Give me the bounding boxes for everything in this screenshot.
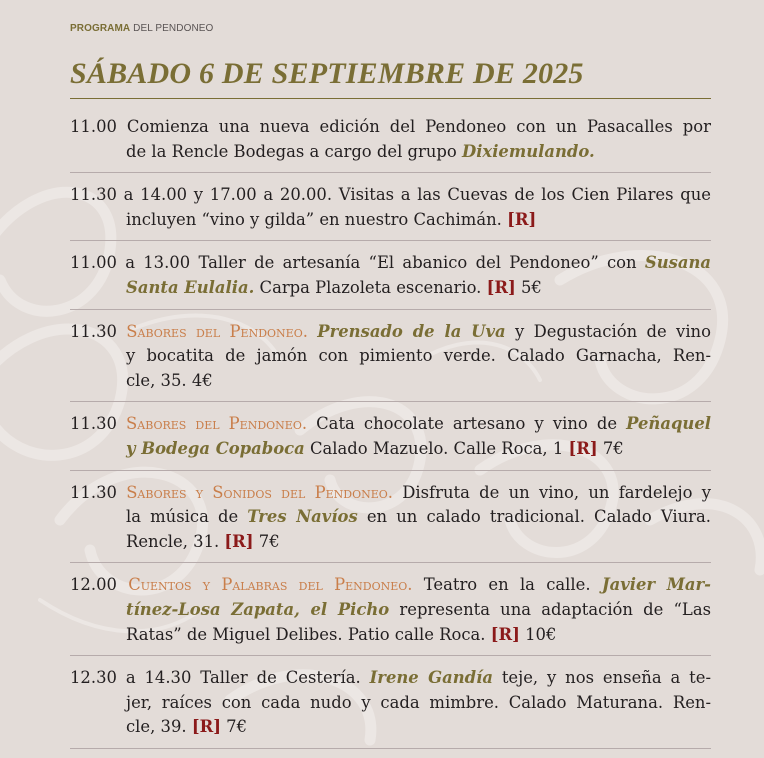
event-line [70,276,711,301]
header-rest: DEL PENDONEO [130,23,214,34]
event-line [70,140,711,165]
section-label: Sabores y Sonidos del Pendoneo. [126,482,393,502]
section-label: Sabores del Pendoneo. [126,321,308,341]
event-item [70,665,711,749]
event-line [70,530,711,555]
highlight-name: Tres Navíos [247,507,358,527]
event-line [70,666,711,691]
reservation-mark: [R] [490,624,520,644]
event-item [70,319,711,403]
event-line [70,691,711,716]
highlight-name: Peñaquel [626,414,711,434]
event-line [70,412,711,437]
event-text: en un calado tradicional. Calado Viura. [357,507,711,527]
event-line [70,115,711,140]
event-text: 11.30 a 14.00 y 17.00 a 20.00. Visitas a las Cuevas de los Cien Pilares que [70,185,711,205]
highlight-name: Javier Mar- [601,575,711,595]
event-item [70,182,711,241]
event-text: y bocatita de jamón con pimiento verde. Calado Garnacha, Ren- [126,346,711,366]
highlight-name: Dixiemulando. [461,141,595,161]
reservation-mark: [R] [486,277,516,297]
section-label: Sabores del Pendoneo. [126,414,308,434]
event-text: representa una adaptación de “Las [389,599,711,619]
reservation-mark: [R] [507,209,537,229]
event-list [70,114,711,758]
event-text: y Degustación de vino [505,321,711,341]
event-line [70,505,711,530]
event-line [70,251,711,276]
page-title: SÁBADO 6 DE SEPTIEMBRE DE 2025 [70,57,584,90]
event-text: 12.30 a 14.30 Taller de Cestería. [70,668,370,688]
event-text: 5€ [515,277,542,297]
event-text: de la Rencle Bodegas a cargo del grupo [126,141,462,161]
event-line [70,437,711,462]
event-text: Carpa Plazoleta escenario. [254,277,487,297]
highlight-name: Susana [644,253,711,273]
event-text [308,322,317,341]
event-text: Rencle, 31. [126,531,225,551]
event-text: la música de [126,507,248,527]
event-text: 10€ [519,624,557,644]
event-text: cle, 39. [126,717,192,737]
event-item [70,250,711,309]
event-text: Disfruta de un vino, un fardelejo y [392,482,712,502]
event-text: cle, 35. 4€ [126,370,213,390]
event-line [70,369,711,394]
section-label: Cuentos y Palabras del Pendoneo. [128,575,413,595]
event-text: 11.00 a 13.00 Taller de artesanía “El abanico del Pendoneo” con [70,253,645,273]
header-bold: PROGRAMA [70,23,131,34]
event-line [70,320,711,345]
event-line [70,208,711,233]
event-text: 11.30 [70,482,127,502]
event-text: teje, y nos enseña a te- [492,668,711,688]
title-divider [70,98,711,99]
highlight-name: Prensado de la Uva [317,321,506,341]
section-header [70,23,213,34]
event-text: 12.00 [70,575,129,595]
highlight-name: tínez-Losa Zapata, el Picho [126,599,390,619]
event-line [70,715,711,740]
event-text: Teatro en la calle. [412,575,602,595]
event-line [70,623,711,648]
event-text: Ratas” de Miguel Delibes. Patio calle Roca. [126,624,491,644]
reservation-mark: [R] [224,531,254,551]
event-line [70,573,711,598]
event-text: 7€ [253,531,280,551]
highlight-name: y Bodega Copaboca [126,438,305,458]
event-item [70,480,711,564]
event-line [70,183,711,208]
event-text: 11.30 [70,321,127,341]
highlight-name: Santa Eulalia. [126,277,255,297]
event-text: 7€ [220,717,248,737]
reservation-mark: [R] [568,438,598,458]
event-text: incluyen “vino y gilda” en nuestro Cachimán. [126,209,508,229]
event-text: 7€ [597,438,624,458]
event-line [70,481,711,506]
event-text: Cata chocolate artesano y vino de [307,414,627,434]
highlight-name: Irene Gandía [369,668,493,688]
event-text: 11.30 [70,414,127,434]
reservation-mark: [R] [191,717,221,737]
event-line [70,598,711,623]
event-line [70,344,711,369]
event-text: 11.00 Comienza una nueva edición del Pendoneo con un Pasacalles por [70,117,711,136]
event-item [70,572,711,656]
event-text: jer, raíces con cada nudo y cada mimbre. Calado Maturana. Ren- [126,692,711,712]
event-text: Calado Mazuelo. Calle Roca, 1 [304,438,569,458]
event-item [70,114,711,173]
event-item [70,411,711,470]
